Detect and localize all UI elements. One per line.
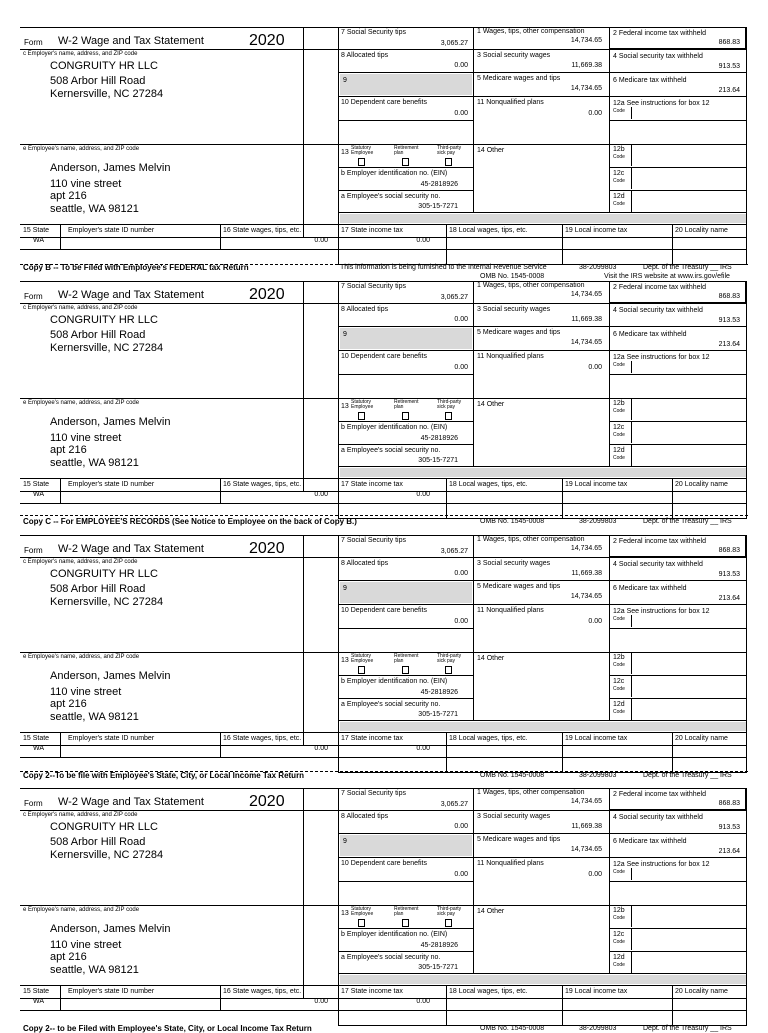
- value-state-wages: 0.00: [314, 237, 328, 244]
- form-title: W-2 Wage and Tax Statement: [58, 35, 204, 47]
- value-state: WA: [33, 237, 45, 244]
- label-box1: 1 Wages, tips, other compensation: [477, 789, 585, 796]
- label-box9: 9: [343, 585, 347, 592]
- label-employee: e Employee's name, address, and ZIP code: [23, 654, 140, 660]
- w2-copy-2: [0, 281, 768, 526]
- value-dependent-care: 0.00: [454, 110, 468, 117]
- thirdparty-checkbox[interactable]: [445, 666, 452, 674]
- employee-name: Anderson, James Melvin: [50, 670, 171, 682]
- label-box5: 5 Medicare wages and tips: [477, 836, 561, 843]
- label-box8: 8 Allocated tips: [341, 306, 389, 313]
- value-medicare-wages: 14,734.65: [570, 593, 602, 600]
- employer-street: 508 Arbor Hill Road: [50, 329, 146, 341]
- label-code-12a: Code: [613, 108, 625, 114]
- label-box7: 7 Social Security tips: [341, 537, 406, 544]
- label-box2: 2 Federal income tax withheld: [613, 538, 706, 545]
- form-word: Form: [24, 799, 43, 808]
- label-box15: 15 State: [23, 227, 50, 234]
- employer-city: Kernersville, NC 27284: [50, 88, 164, 100]
- label-box6: 6 Medicare tax withheld: [613, 838, 687, 845]
- label-box3: 3 Social security wages: [477, 52, 551, 59]
- statutory-checkbox[interactable]: [358, 666, 365, 674]
- form-word: Form: [24, 292, 43, 301]
- control-number: 38-2099803: [579, 264, 617, 271]
- label-box12a: 12a See instructions for box 12: [613, 861, 710, 868]
- control-number: 38-2099803: [579, 518, 617, 525]
- label-box20: 20 Locality name: [675, 735, 728, 742]
- label-box6: 6 Medicare tax withheld: [613, 331, 687, 338]
- employer-city: Kernersville, NC 27284: [50, 342, 164, 354]
- employer-street: 508 Arbor Hill Road: [50, 75, 146, 87]
- label-code-12a: Code: [613, 616, 625, 622]
- value-ein: 45-2818926: [420, 689, 458, 696]
- label-employee: e Employee's name, address, and ZIP code: [23, 146, 140, 152]
- value-wages: 14,734.65: [570, 798, 602, 805]
- value-allocated-tips: 0.00: [454, 570, 468, 577]
- value-medicare-wages: 14,734.65: [570, 339, 602, 346]
- label-employee: e Employee's name, address, and ZIP code: [23, 907, 140, 913]
- label-state-id: Employer's state ID number: [68, 481, 155, 488]
- label-box9: 9: [343, 838, 347, 845]
- dept-treasury: Dept. of the Treasury __ IRS: [643, 518, 732, 525]
- omb-number: OMB No. 1545-0008: [480, 772, 545, 779]
- value-ein: 45-2818926: [420, 942, 458, 949]
- label-retirement: Retirement plan: [394, 145, 419, 156]
- label-box12c: 12c: [613, 678, 625, 685]
- employee-apt: apt 216: [50, 698, 87, 710]
- label-box20: 20 Locality name: [675, 227, 728, 234]
- label-box12b: 12b: [613, 400, 625, 407]
- value-state-wages: 0.00: [314, 998, 328, 1005]
- value-medicare-tax: 213.64: [718, 848, 740, 855]
- value-medicare-tax: 213.64: [718, 87, 740, 94]
- form-title: W-2 Wage and Tax Statement: [58, 543, 204, 555]
- value-ss-tips: 3,065.27: [440, 801, 468, 808]
- value-state-tax: 0.00: [416, 491, 430, 498]
- label-box11: 11 Nonqualified plans: [477, 860, 544, 867]
- label-box5: 5 Medicare wages and tips: [477, 583, 561, 590]
- copy-label: Copy 2--To be file with Employee's State, City, or Local Income Tax Return: [23, 771, 305, 780]
- label-box11: 11 Nonqualified plans: [477, 99, 544, 106]
- retirement-checkbox[interactable]: [402, 919, 409, 927]
- copy-label: Copy 2-- to be Filed with Employee's State, City, or Local Income Tax Return: [23, 1024, 312, 1033]
- form-word: Form: [24, 546, 43, 555]
- form-year: 2020: [249, 286, 285, 303]
- label-box17: 17 State income tax: [341, 481, 403, 488]
- label-box17: 17 State income tax: [341, 988, 403, 995]
- cut-line: [20, 515, 748, 516]
- value-nonqualified: 0.00: [588, 871, 602, 878]
- label-box7: 7 Social Security tips: [341, 283, 406, 290]
- label-box17: 17 State income tax: [341, 227, 403, 234]
- label-code-12b: Code: [613, 662, 625, 668]
- employee-name: Anderson, James Melvin: [50, 923, 171, 935]
- label-code-12c: Code: [613, 939, 625, 945]
- label-statutory: Statutory Employee: [351, 653, 374, 664]
- label-employer: c Employer's name, address, and ZIP code: [23, 305, 138, 311]
- w2-copy-1: [0, 27, 768, 280]
- employer-name: CONGRUITY HR LLC: [50, 314, 158, 326]
- label-box10: 10 Dependent care benefits: [341, 860, 428, 867]
- value-state: WA: [33, 491, 45, 498]
- label-box9: 9: [343, 77, 347, 84]
- value-ss-tips: 3,065.27: [440, 294, 468, 301]
- dept-treasury: Dept. of the Treasury __ IRS: [643, 772, 732, 779]
- label-code-12c: Code: [613, 178, 625, 184]
- label-box12b: 12b: [613, 654, 625, 661]
- label-state-id: Employer's state ID number: [68, 988, 155, 995]
- w2-copy-3: [0, 535, 768, 780]
- employee-name: Anderson, James Melvin: [50, 162, 171, 174]
- label-box15: 15 State: [23, 481, 50, 488]
- label-ein: b Employer identification no. (EIN): [341, 678, 448, 685]
- value-wages: 14,734.65: [570, 545, 602, 552]
- label-box16: 16 State wages, tips, etc.: [223, 481, 302, 488]
- copy-label: Copy C -- For EMPLOYEE'S RECORDS (See Notice to Employee on the back of Copy B.): [23, 517, 357, 526]
- value-ss-wages: 11,669.38: [571, 316, 602, 323]
- label-ein: b Employer identification no. (EIN): [341, 170, 448, 177]
- label-box12a: 12a See instructions for box 12: [613, 354, 710, 361]
- label-retirement: Retirement plan: [394, 399, 419, 410]
- label-ein: b Employer identification no. (EIN): [341, 931, 448, 938]
- label-box12d: 12d: [613, 447, 625, 454]
- omb-number: OMB No. 1545-0008: [480, 273, 545, 280]
- employer-street: 508 Arbor Hill Road: [50, 836, 146, 848]
- dept-treasury: Dept. of the Treasury __ IRS: [643, 1025, 732, 1032]
- form-year: 2020: [249, 32, 285, 49]
- value-state-wages: 0.00: [314, 745, 328, 752]
- omb-number: OMB No. 1545-0008: [480, 1025, 545, 1032]
- label-box2: 2 Federal income tax withheld: [613, 284, 706, 291]
- value-fed-tax: 868.83: [718, 800, 740, 807]
- label-retirement: Retirement plan: [394, 906, 419, 917]
- label-code-12b: Code: [613, 154, 625, 160]
- value-ss-tips: 3,065.27: [440, 40, 468, 47]
- label-box10: 10 Dependent care benefits: [341, 99, 428, 106]
- label-box16: 16 State wages, tips, etc.: [223, 988, 302, 995]
- label-box6: 6 Medicare tax withheld: [613, 77, 687, 84]
- label-box12d: 12d: [613, 193, 625, 200]
- label-box3: 3 Social security wages: [477, 813, 551, 820]
- label-ssn: a Employee's social security no.: [341, 954, 441, 961]
- value-ein: 45-2818926: [420, 435, 458, 442]
- employer-street: 508 Arbor Hill Road: [50, 583, 146, 595]
- label-box10: 10 Dependent care benefits: [341, 607, 428, 614]
- thirdparty-checkbox[interactable]: [445, 158, 452, 166]
- value-allocated-tips: 0.00: [454, 316, 468, 323]
- label-box7: 7 Social Security tips: [341, 790, 406, 797]
- value-nonqualified: 0.00: [588, 364, 602, 371]
- label-box1: 1 Wages, tips, other compensation: [477, 28, 585, 35]
- value-ss-tax: 913.53: [718, 571, 740, 578]
- label-ssn: a Employee's social security no.: [341, 447, 441, 454]
- value-ein: 45-2818926: [420, 181, 458, 188]
- label-box12b: 12b: [613, 146, 625, 153]
- value-fed-tax: 868.83: [718, 293, 740, 300]
- employee-city: seattle, WA 98121: [50, 203, 139, 215]
- label-box3: 3 Social security wages: [477, 560, 551, 567]
- statutory-checkbox[interactable]: [358, 919, 365, 927]
- value-state-tax: 0.00: [416, 745, 430, 752]
- label-employer: c Employer's name, address, and ZIP code: [23, 559, 138, 565]
- w2-copy-4: [0, 788, 768, 1033]
- form-year: 2020: [249, 793, 285, 810]
- label-retirement: Retirement plan: [394, 653, 419, 664]
- label-code-12d: Code: [613, 201, 625, 207]
- value-ss-tax: 913.53: [718, 824, 740, 831]
- label-ein: b Employer identification no. (EIN): [341, 424, 448, 431]
- copy-label: Copy B -- To be Filed with Employee's FEDERAL tax Return: [23, 263, 249, 272]
- statutory-checkbox[interactable]: [358, 412, 365, 420]
- label-box8: 8 Allocated tips: [341, 52, 389, 59]
- label-box12d: 12d: [613, 701, 625, 708]
- label-statutory: Statutory Employee: [351, 145, 374, 156]
- label-box13: 13: [341, 149, 349, 156]
- label-code-12d: Code: [613, 455, 625, 461]
- label-box19: 19 Local income tax: [565, 481, 628, 488]
- label-ssn: a Employee's social security no.: [341, 701, 441, 708]
- label-box2: 2 Federal income tax withheld: [613, 791, 706, 798]
- value-state-wages: 0.00: [314, 491, 328, 498]
- value-ss-wages: 11,669.38: [571, 570, 602, 577]
- label-ssn: a Employee's social security no.: [341, 193, 441, 200]
- label-box19: 19 Local income tax: [565, 988, 628, 995]
- dept-treasury: Dept. of the Treasury __ IRS: [643, 264, 732, 271]
- label-box4: 4 Social security tax withheld: [613, 53, 703, 60]
- label-box5: 5 Medicare wages and tips: [477, 75, 561, 82]
- label-code-12c: Code: [613, 432, 625, 438]
- label-box14: 14 Other: [477, 147, 505, 154]
- employee-city: seattle, WA 98121: [50, 964, 139, 976]
- label-statutory: Statutory Employee: [351, 906, 374, 917]
- label-box20: 20 Locality name: [675, 988, 728, 995]
- value-dependent-care: 0.00: [454, 618, 468, 625]
- form-title: W-2 Wage and Tax Statement: [58, 796, 204, 808]
- employee-apt: apt 216: [50, 190, 87, 202]
- label-box11: 11 Nonqualified plans: [477, 353, 544, 360]
- label-box3: 3 Social security wages: [477, 306, 551, 313]
- label-code-12d: Code: [613, 709, 625, 715]
- label-box12c: 12c: [613, 931, 625, 938]
- omb-number: OMB No. 1545-0008: [480, 518, 545, 525]
- employer-name: CONGRUITY HR LLC: [50, 60, 158, 72]
- value-ssn: 305-15-7271: [418, 711, 458, 718]
- label-box15: 15 State: [23, 735, 50, 742]
- value-allocated-tips: 0.00: [454, 823, 468, 830]
- value-allocated-tips: 0.00: [454, 62, 468, 69]
- value-ss-tax: 913.53: [718, 63, 740, 70]
- statutory-checkbox[interactable]: [358, 158, 365, 166]
- value-nonqualified: 0.00: [588, 618, 602, 625]
- label-box2: 2 Federal income tax withheld: [613, 30, 706, 37]
- label-box18: 18 Local wages, tips, etc.: [449, 735, 528, 742]
- label-box1: 1 Wages, tips, other compensation: [477, 282, 585, 289]
- value-fed-tax: 868.83: [718, 39, 740, 46]
- label-box10: 10 Dependent care benefits: [341, 353, 428, 360]
- label-box14: 14 Other: [477, 401, 505, 408]
- value-medicare-tax: 213.64: [718, 595, 740, 602]
- thirdparty-checkbox[interactable]: [445, 919, 452, 927]
- label-box14: 14 Other: [477, 655, 505, 662]
- label-thirdparty: Third-party sick pay: [437, 653, 462, 664]
- value-ss-wages: 11,669.38: [571, 823, 602, 830]
- label-box12c: 12c: [613, 170, 625, 177]
- value-medicare-wages: 14,734.65: [570, 85, 602, 92]
- cut-line: [20, 264, 748, 265]
- value-ssn: 305-15-7271: [418, 964, 458, 971]
- employee-street: 110 vine street: [50, 939, 122, 951]
- employer-name: CONGRUITY HR LLC: [50, 568, 158, 580]
- label-box8: 8 Allocated tips: [341, 560, 389, 567]
- retirement-checkbox[interactable]: [402, 666, 409, 674]
- value-ssn: 305-15-7271: [418, 457, 458, 464]
- value-wages: 14,734.65: [570, 37, 602, 44]
- label-thirdparty: Third-party sick pay: [437, 399, 462, 410]
- label-box18: 18 Local wages, tips, etc.: [449, 481, 528, 488]
- employer-name: CONGRUITY HR LLC: [50, 821, 158, 833]
- employee-apt: apt 216: [50, 951, 87, 963]
- control-number: 38-2099803: [579, 772, 617, 779]
- value-dependent-care: 0.00: [454, 364, 468, 371]
- thirdparty-checkbox[interactable]: [445, 412, 452, 420]
- value-medicare-tax: 213.64: [718, 341, 740, 348]
- employee-name: Anderson, James Melvin: [50, 416, 171, 428]
- value-state-tax: 0.00: [416, 237, 430, 244]
- label-box12c: 12c: [613, 424, 625, 431]
- label-code-12b: Code: [613, 408, 625, 414]
- label-box4: 4 Social security tax withheld: [613, 307, 703, 314]
- label-code-12b: Code: [613, 915, 625, 921]
- retirement-checkbox[interactable]: [402, 412, 409, 420]
- label-thirdparty: Third-party sick pay: [437, 906, 462, 917]
- employer-city: Kernersville, NC 27284: [50, 596, 164, 608]
- label-employee: e Employee's name, address, and ZIP code: [23, 400, 140, 406]
- label-box17: 17 State income tax: [341, 735, 403, 742]
- label-code-12c: Code: [613, 686, 625, 692]
- label-box14: 14 Other: [477, 908, 505, 915]
- value-wages: 14,734.65: [570, 291, 602, 298]
- label-employer: c Employer's name, address, and ZIP code: [23, 51, 138, 57]
- label-box4: 4 Social security tax withheld: [613, 561, 703, 568]
- employer-city: Kernersville, NC 27284: [50, 849, 164, 861]
- label-state-id: Employer's state ID number: [68, 735, 155, 742]
- label-box8: 8 Allocated tips: [341, 813, 389, 820]
- value-ssn: 305-15-7271: [418, 203, 458, 210]
- value-nonqualified: 0.00: [588, 110, 602, 117]
- label-box19: 19 Local income tax: [565, 227, 628, 234]
- label-box12a: 12a See instructions for box 12: [613, 608, 710, 615]
- label-code-12a: Code: [613, 362, 625, 368]
- label-box18: 18 Local wages, tips, etc.: [449, 227, 528, 234]
- label-statutory: Statutory Employee: [351, 399, 374, 410]
- label-box13: 13: [341, 403, 349, 410]
- form-word: Form: [24, 38, 43, 47]
- label-box5: 5 Medicare wages and tips: [477, 329, 561, 336]
- label-box13: 13: [341, 657, 349, 664]
- label-employer: c Employer's name, address, and ZIP code: [23, 812, 138, 818]
- value-fed-tax: 868.83: [718, 547, 740, 554]
- employee-apt: apt 216: [50, 444, 87, 456]
- label-state-id: Employer's state ID number: [68, 227, 155, 234]
- value-state: WA: [33, 998, 45, 1005]
- employee-city: seattle, WA 98121: [50, 711, 139, 723]
- irs-website: Visit the IRS website at www.irs.gov/efile: [604, 273, 730, 280]
- employee-street: 110 vine street: [50, 432, 122, 444]
- label-box12d: 12d: [613, 954, 625, 961]
- label-box6: 6 Medicare tax withheld: [613, 585, 687, 592]
- cut-line: [20, 771, 748, 772]
- retirement-checkbox[interactable]: [402, 158, 409, 166]
- label-box18: 18 Local wages, tips, etc.: [449, 988, 528, 995]
- label-thirdparty: Third-party sick pay: [437, 145, 462, 156]
- label-code-12d: Code: [613, 962, 625, 968]
- label-box15: 15 State: [23, 988, 50, 995]
- label-box16: 16 State wages, tips, etc.: [223, 227, 302, 234]
- label-code-12a: Code: [613, 869, 625, 875]
- label-box19: 19 Local income tax: [565, 735, 628, 742]
- label-box12b: 12b: [613, 907, 625, 914]
- employee-street: 110 vine street: [50, 178, 122, 190]
- label-box13: 13: [341, 910, 349, 917]
- value-ss-tax: 913.53: [718, 317, 740, 324]
- value-state-tax: 0.00: [416, 998, 430, 1005]
- label-box20: 20 Locality name: [675, 481, 728, 488]
- value-state: WA: [33, 745, 45, 752]
- label-box16: 16 State wages, tips, etc.: [223, 735, 302, 742]
- label-box1: 1 Wages, tips, other compensation: [477, 536, 585, 543]
- value-ss-tips: 3,065.27: [440, 548, 468, 555]
- employee-city: seattle, WA 98121: [50, 457, 139, 469]
- label-box7: 7 Social Security tips: [341, 29, 406, 36]
- form-year: 2020: [249, 540, 285, 557]
- control-number: 38-2099803: [579, 1025, 617, 1032]
- value-ss-wages: 11,669.38: [571, 62, 602, 69]
- copy-irs-notice: This information is being furnished to the Internal Revenue Service: [340, 264, 547, 271]
- label-box12a: 12a See instructions for box 12: [613, 100, 710, 107]
- label-box4: 4 Social security tax withheld: [613, 814, 703, 821]
- label-box9: 9: [343, 331, 347, 338]
- value-dependent-care: 0.00: [454, 871, 468, 878]
- employee-street: 110 vine street: [50, 686, 122, 698]
- value-medicare-wages: 14,734.65: [570, 846, 602, 853]
- form-title: W-2 Wage and Tax Statement: [58, 289, 204, 301]
- label-box11: 11 Nonqualified plans: [477, 607, 544, 614]
